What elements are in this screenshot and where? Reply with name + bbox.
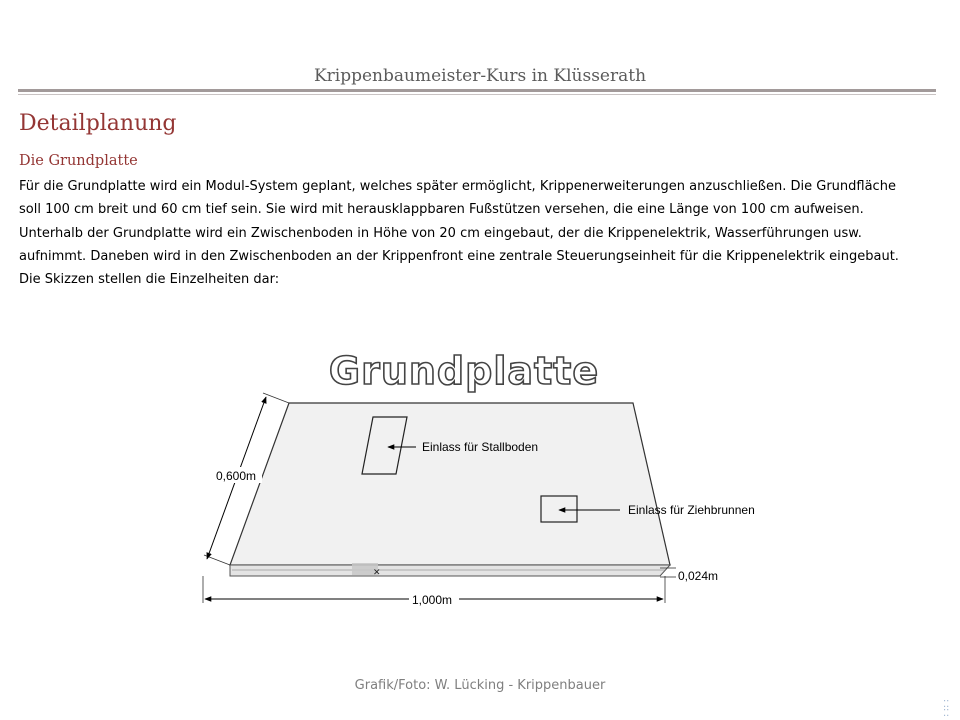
dots-icon[interactable]: ⁚⁚ ⁚⁚ xyxy=(943,699,950,719)
body-line: Unterhalb der Grundplatte wird ein Zwischenboden in Höhe von 20 cm eingebaut, der die Krippenelektrik, Wasserführungen usw. xyxy=(19,225,862,241)
label-stall: Einlass für Stallboden xyxy=(422,440,539,454)
depth-dimension-label: 0,600m xyxy=(216,469,257,483)
figure-title: Grundplatte xyxy=(328,349,600,393)
label-brunnen: Einlass für Ziehbrunnen xyxy=(628,503,755,517)
plate-top xyxy=(230,403,670,565)
header-title: Krippenbaumeister-Kurs in Klüsserath xyxy=(313,66,647,86)
body-line: soll 100 cm breit und 60 cm tief sein. Sie wird mit herausklappbaren Fußstützen versehen, die eine Länge von 100 cm aufweisen. xyxy=(19,202,864,218)
plate-edge xyxy=(230,565,670,576)
subsection-title: Die Grundplatte xyxy=(19,153,138,169)
thickness-dimension-label: 0,024m xyxy=(678,569,719,583)
figure-caption: Grafik/Foto: W. Lücking - Krippenbauer xyxy=(354,678,606,693)
cursor-icon: ✕ xyxy=(373,568,381,578)
body-line: Für die Grundplatte wird ein Modul-System geplant, welches später ermöglicht, Krippenerweiterungen anzuschließen. Die Grundfläche xyxy=(19,179,896,194)
width-dimension-label: 1,000m xyxy=(412,593,453,607)
section-title: Detailplanung xyxy=(19,111,177,136)
body-line: Die Skizzen stellen die Einzelheiten dar: xyxy=(19,272,280,288)
body-line: aufnimmt. Daneben wird in den Zwischenboden an der Krippenfront eine zentrale Steuerungseinheit für die Krippenelektrik eingebaut. xyxy=(19,248,899,264)
